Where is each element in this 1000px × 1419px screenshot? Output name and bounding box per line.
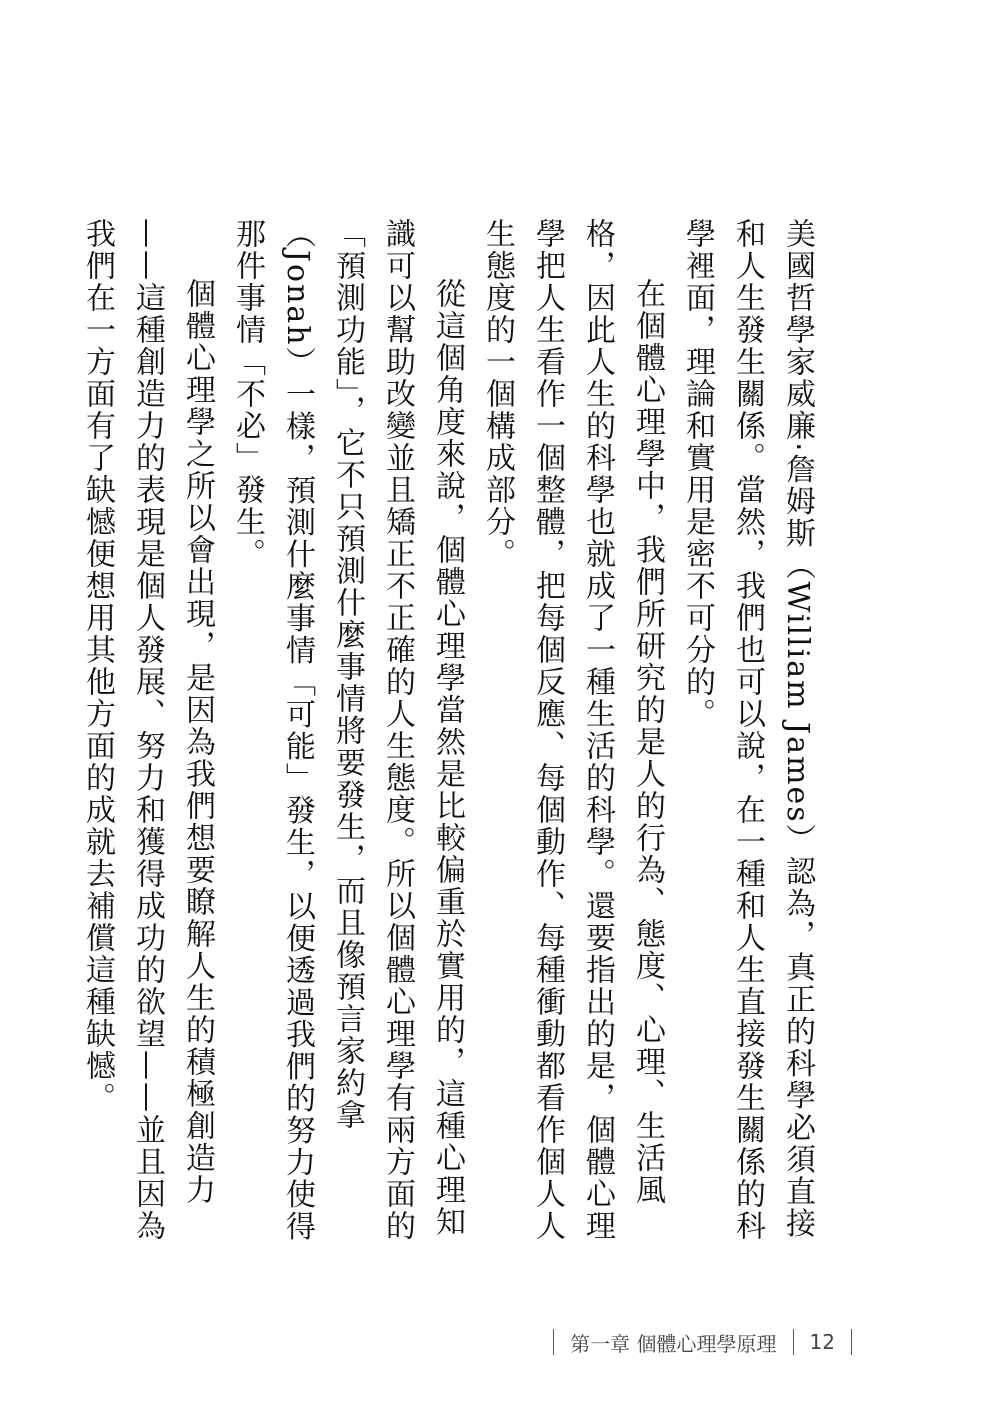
- paragraph-2: 在個體心理學中，我們所研究的是人的行為、態度、心理、生活風格，因此人生的科學也就成了一種生活的科學。還要指出的是，個體心理學把人生看作一個整體，把每個反應、每個動作、每種衝動都看作個人人生態度的一個構成部分。: [480, 218, 665, 1242]
- page-body: [80, 218, 822, 1246]
- paragraph-4: 個體心理學之所以會出現，是因為我們想要瞭解人生的積極創造力——這種創造力的表現是個人發展、努力和獲得成功的欲望——並且因為我們在一方面有了缺憾便想用其他方面的成就去補償這種缺憾。: [80, 218, 215, 1242]
- footer-divider-middle: [793, 1329, 794, 1355]
- footer-divider-left: [553, 1329, 554, 1355]
- page-footer: [537, 1322, 868, 1362]
- page-number: 12: [809, 1330, 835, 1354]
- footer-divider-right: [851, 1329, 852, 1355]
- paragraph-3: 從這個角度來說，個體心理學當然是比較偏重於實用的，這種心理知識可以幫助改變並且矯正不正確的人生態度。所以個體心理學有兩方面的「預測功能」，它不只預測什麼事情將要發生，而且像預言家約拿（Jonah）一樣，預測什麼事情「可能」發生，以便透過我們的努力使得那件事情「不必」發生。: [230, 218, 465, 1243]
- chapter-title: 第一章 個體心理學原理: [570, 1331, 777, 1356]
- paragraph-1: 美國哲學家威廉‧詹姆斯（William James）認為，真正的科學必須直接和人生發生關係。當然，我們也可以說，在一種和人生直接發生關係的科學裡面，理論和實用是密不可分的。: [680, 218, 815, 1242]
